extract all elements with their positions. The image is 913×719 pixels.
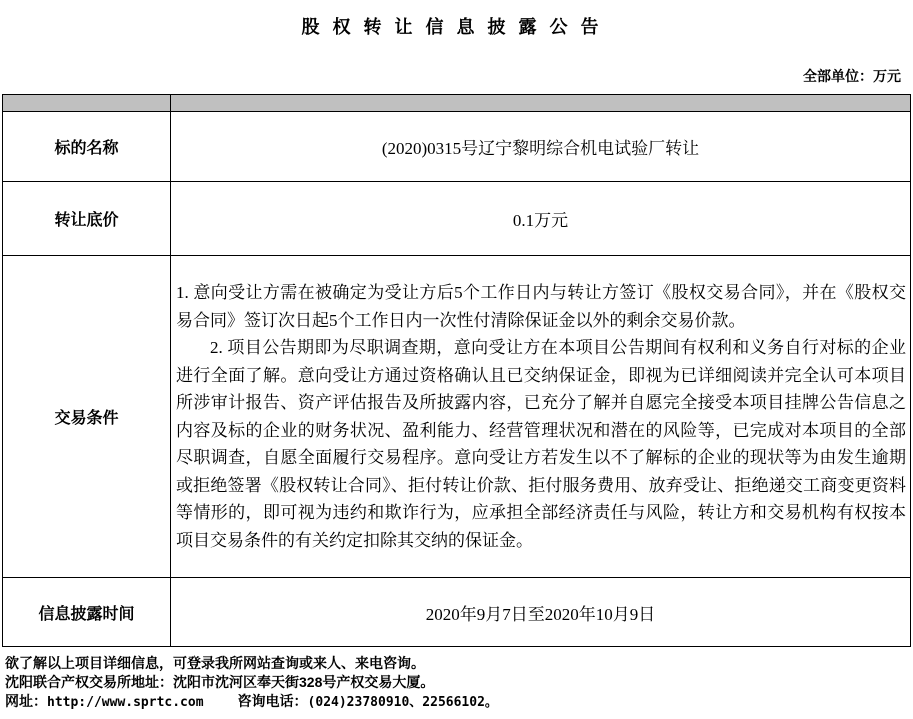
condition-paragraph-1: 1. 意向受让方需在被确定为受让方后5个工作日内与转让方签订《股权交易合同》，并在《股权交易合同》签订次日起5个工作日内一次性付清除保证金以外的剩余交易价款。 (176, 283, 906, 330)
table-row-disclosure-period (3, 578, 911, 647)
phone-label: 咨询电话： (237, 693, 308, 709)
page-title: 股权转让信息披露公告 (301, 17, 612, 37)
website-label: 网址： (5, 693, 47, 709)
website-url: http://www.sprtc.com (47, 695, 204, 710)
subject-name-label: 标的名称 (3, 112, 171, 182)
disclosure-period-label: 信息披露时间 (3, 578, 171, 647)
trade-conditions-label: 交易条件 (3, 256, 171, 578)
unit-note: 全部单位：万元 (803, 68, 901, 84)
footer-line-address: 沈阳联合产权交易所地址：沈阳市沈河区奉天街328号产权交易大厦。 (5, 674, 435, 690)
header-cell-label (3, 95, 171, 112)
phone-numbers: (024)23780910、22566102。 (307, 695, 498, 710)
disclosure-table (2, 94, 911, 647)
table-row-subject-name (3, 112, 911, 182)
header-cell-value (171, 95, 911, 112)
footer-line-info: 欲了解以上项目详细信息，可登录我所网站查询或来人、来电咨询。 (5, 655, 425, 671)
table-row-transfer-price (3, 182, 911, 256)
transfer-price-value: 0.1万元 (171, 182, 911, 256)
subject-name-value: (2020)0315号辽宁黎明综合机电试验厂转让 (171, 112, 911, 182)
footer-line-contact (5, 692, 911, 712)
disclosure-period-value: 2020年9月7日至2020年10月9日 (171, 578, 911, 647)
table-header-row (3, 95, 911, 112)
transfer-price-label: 转让底价 (3, 182, 171, 256)
footer (5, 654, 911, 712)
condition-paragraph-2: 2. 项目公告期即为尽职调查期，意向受让方在本项目公告期间有权利和义务自行对标的企业进行全面了解。意向受让方通过资格确认且已交纳保证金，即视为已详细阅读并完全认可本项目所涉审计报告、资产评估报告及所披露内容，已充分了解并自愿完全接受本项目挂牌公告信息之内容及标的企业的财务状况、盈利能力、经营管理状况和潜在的风险等，已完成对本项目的全部尽职调查，自愿全面履行交易程序。意向受让方若发生以不了解标的企业的现状等为由发生逾期或拒绝签署《股权转让合同》、拒付转让价款、拒付服务费用、放弃受让、拒绝递交工商变更资料等情形的，即可视为违约和欺诈行为，应承担全部经济责任与风险，转让方和交易机构有权按本项目交易条件的有关约定扣除其交纳的保证金。 (176, 338, 906, 550)
table-row-trade-conditions (3, 256, 911, 578)
trade-conditions-value (171, 256, 911, 578)
